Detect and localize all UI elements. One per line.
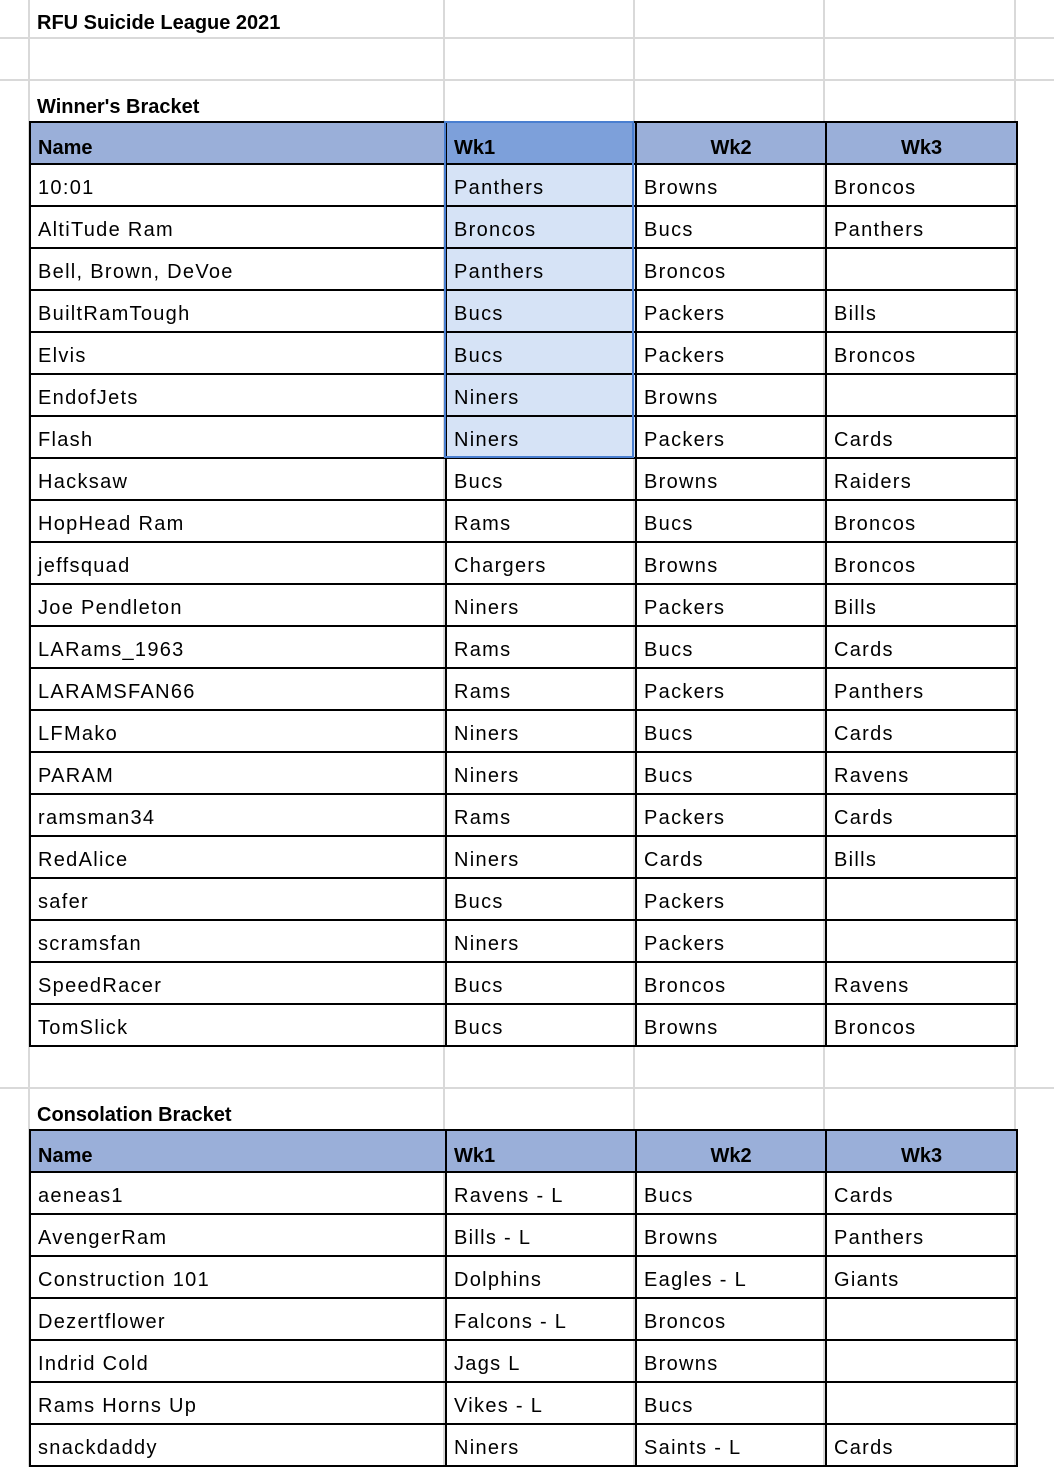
cell-name[interactable]: AvengerRam — [30, 1214, 446, 1256]
cell-wk1[interactable]: Falcons - L — [446, 1298, 636, 1340]
cell-name[interactable]: Joe Pendleton — [30, 584, 446, 626]
column-header-wk2[interactable]: Wk2 — [636, 1130, 826, 1172]
cell-wk2[interactable]: Browns — [636, 1214, 826, 1256]
gridline — [0, 1087, 1054, 1089]
cell-wk3[interactable]: Ravens — [826, 962, 1017, 1004]
cell-wk1[interactable]: Rams — [446, 668, 636, 710]
cell-wk2[interactable]: Browns — [636, 458, 826, 500]
table-row — [30, 1214, 1017, 1256]
table-row — [30, 332, 1017, 374]
cell-wk2[interactable]: Browns — [636, 542, 826, 584]
cell-wk2[interactable]: Packers — [636, 878, 826, 920]
cell-name[interactable]: RedAlice — [30, 836, 446, 878]
cell-wk3[interactable] — [826, 1340, 1017, 1382]
cell-name[interactable]: LARams_1963 — [30, 626, 446, 668]
header-row — [30, 1130, 1017, 1172]
cell-wk2[interactable]: Packers — [636, 794, 826, 836]
column-header-wk1[interactable]: Wk1 — [446, 122, 636, 164]
cell-wk3[interactable]: Giants — [826, 1256, 1017, 1298]
cell-wk3[interactable] — [826, 878, 1017, 920]
cell-name[interactable]: BuiltRamTough — [30, 290, 446, 332]
table-row — [30, 1298, 1017, 1340]
cell-wk3[interactable] — [826, 920, 1017, 962]
cell-wk3[interactable]: Broncos — [826, 1004, 1017, 1046]
cell-wk2[interactable]: Bucs — [636, 1382, 826, 1424]
table-row — [30, 710, 1017, 752]
cell-name[interactable]: LFMako — [30, 710, 446, 752]
cell-wk3[interactable]: Panthers — [826, 206, 1017, 248]
cell-wk3[interactable] — [826, 1382, 1017, 1424]
cell-wk3[interactable]: Bills — [826, 290, 1017, 332]
cell-wk3[interactable]: Broncos — [826, 332, 1017, 374]
cell-wk1[interactable]: Niners — [446, 416, 636, 458]
cell-wk3[interactable]: Cards — [826, 1172, 1017, 1214]
cell-wk1[interactable]: Niners — [446, 836, 636, 878]
cell-wk2[interactable]: Packers — [636, 416, 826, 458]
table-row — [30, 1424, 1017, 1466]
cell-wk2[interactable]: Packers — [636, 668, 826, 710]
cell-wk3[interactable]: Broncos — [826, 164, 1017, 206]
column-header-name[interactable]: Name — [30, 122, 446, 164]
cell-wk3[interactable] — [826, 248, 1017, 290]
cell-name[interactable]: Rams Horns Up — [30, 1382, 446, 1424]
table-row — [30, 206, 1017, 248]
table-row — [30, 920, 1017, 962]
cell-wk3[interactable]: Raiders — [826, 458, 1017, 500]
column-header-wk1[interactable]: Wk1 — [446, 1130, 636, 1172]
table-row — [30, 290, 1017, 332]
cell-name[interactable]: HopHead Ram — [30, 500, 446, 542]
table-row — [30, 416, 1017, 458]
consolation-bracket-heading[interactable]: Consolation Bracket — [37, 1104, 232, 1126]
cell-wk3[interactable]: Broncos — [826, 500, 1017, 542]
cell-name[interactable]: Bell, Brown, DeVoe — [30, 248, 446, 290]
table-row — [30, 374, 1017, 416]
cell-name[interactable]: Construction 101 — [30, 1256, 446, 1298]
cell-wk1[interactable]: Bucs — [446, 1004, 636, 1046]
cell-wk2[interactable]: Browns — [636, 164, 826, 206]
table-row — [30, 248, 1017, 290]
cell-name[interactable]: aeneas1 — [30, 1172, 446, 1214]
cell-wk2[interactable]: Cards — [636, 836, 826, 878]
cell-wk1[interactable]: Niners — [446, 920, 636, 962]
cell-wk1[interactable]: Panthers — [446, 248, 636, 290]
column-header-wk3[interactable]: Wk3 — [826, 1130, 1017, 1172]
cell-wk3[interactable] — [826, 374, 1017, 416]
header-row — [30, 122, 1017, 164]
cell-name[interactable]: ramsman34 — [30, 794, 446, 836]
cell-name[interactable]: Dezertflower — [30, 1298, 446, 1340]
cell-wk2[interactable]: Browns — [636, 374, 826, 416]
cell-name[interactable]: 10:01 — [30, 164, 446, 206]
table-row — [30, 878, 1017, 920]
table-row — [30, 752, 1017, 794]
table-row — [30, 794, 1017, 836]
column-header-wk2[interactable]: Wk2 — [636, 122, 826, 164]
cell-name[interactable]: TomSlick — [30, 1004, 446, 1046]
cell-wk1[interactable]: Niners — [446, 752, 636, 794]
table-row — [30, 668, 1017, 710]
cell-wk1[interactable]: Bucs — [446, 962, 636, 1004]
cell-name[interactable]: SpeedRacer — [30, 962, 446, 1004]
column-header-wk3[interactable]: Wk3 — [826, 122, 1017, 164]
cell-wk1[interactable]: Niners — [446, 710, 636, 752]
cell-wk1[interactable]: Panthers — [446, 164, 636, 206]
cell-wk3[interactable]: Cards — [826, 1424, 1017, 1466]
cell-name[interactable]: PARAM — [30, 752, 446, 794]
cell-wk1[interactable]: Rams — [446, 500, 636, 542]
cell-wk1[interactable]: Rams — [446, 794, 636, 836]
table-row — [30, 1256, 1017, 1298]
cell-wk3[interactable]: Panthers — [826, 1214, 1017, 1256]
cell-wk2[interactable]: Broncos — [636, 962, 826, 1004]
winners-bracket-table — [29, 121, 1018, 1047]
cell-wk2[interactable]: Packers — [636, 584, 826, 626]
table-row — [30, 584, 1017, 626]
cell-wk2[interactable]: Packers — [636, 920, 826, 962]
cell-name[interactable]: snackdaddy — [30, 1424, 446, 1466]
cell-wk2[interactable]: Eagles - L — [636, 1256, 826, 1298]
table-row — [30, 500, 1017, 542]
table-row — [30, 626, 1017, 668]
cell-wk1[interactable]: Dolphins — [446, 1256, 636, 1298]
table-row — [30, 1004, 1017, 1046]
cell-wk1[interactable]: Rams — [446, 626, 636, 668]
cell-wk1[interactable]: Bucs — [446, 290, 636, 332]
cell-wk2[interactable]: Saints - L — [636, 1424, 826, 1466]
cell-wk3[interactable]: Cards — [826, 416, 1017, 458]
cell-wk2[interactable]: Browns — [636, 1340, 826, 1382]
gridline — [0, 79, 1054, 81]
cell-wk2[interactable]: Bucs — [636, 1172, 826, 1214]
cell-wk3[interactable]: Bills — [826, 584, 1017, 626]
cell-wk1[interactable]: Niners — [446, 584, 636, 626]
cell-name[interactable]: Elvis — [30, 332, 446, 374]
cell-wk2[interactable]: Browns — [636, 1004, 826, 1046]
table-row — [30, 836, 1017, 878]
cell-wk1[interactable]: Niners — [446, 1424, 636, 1466]
cell-name[interactable]: Hacksaw — [30, 458, 446, 500]
cell-wk3[interactable]: Panthers — [826, 668, 1017, 710]
table-row — [30, 164, 1017, 206]
cell-wk3[interactable]: Cards — [826, 710, 1017, 752]
cell-wk2[interactable]: Packers — [636, 290, 826, 332]
cell-wk2[interactable]: Bucs — [636, 710, 826, 752]
cell-wk1[interactable]: Chargers — [446, 542, 636, 584]
cell-wk2[interactable]: Bucs — [636, 626, 826, 668]
cell-wk2[interactable]: Bucs — [636, 206, 826, 248]
cell-wk2[interactable]: Bucs — [636, 752, 826, 794]
cell-wk3[interactable]: Bills — [826, 836, 1017, 878]
cell-wk1[interactable]: Bucs — [446, 458, 636, 500]
cell-wk3[interactable]: Ravens — [826, 752, 1017, 794]
cell-wk1[interactable]: Vikes - L — [446, 1382, 636, 1424]
cell-wk3[interactable]: Broncos — [826, 542, 1017, 584]
column-header-name[interactable]: Name — [30, 1130, 446, 1172]
cell-wk1[interactable]: Jags L — [446, 1340, 636, 1382]
table-row — [30, 1382, 1017, 1424]
cell-wk1[interactable]: Bucs — [446, 878, 636, 920]
cell-wk2[interactable]: Broncos — [636, 248, 826, 290]
cell-wk1[interactable]: Bills - L — [446, 1214, 636, 1256]
table-row — [30, 458, 1017, 500]
cell-wk3[interactable] — [826, 1298, 1017, 1340]
cell-name[interactable]: scramsfan — [30, 920, 446, 962]
table-row — [30, 1340, 1017, 1382]
table-row — [30, 962, 1017, 1004]
winners-bracket-heading[interactable]: Winner's Bracket — [37, 96, 200, 118]
cell-name[interactable]: AltiTude Ram — [30, 206, 446, 248]
cell-wk1[interactable]: Ravens - L — [446, 1172, 636, 1214]
cell-name[interactable]: Flash — [30, 416, 446, 458]
cell-wk2[interactable]: Bucs — [636, 500, 826, 542]
cell-wk3[interactable]: Cards — [826, 794, 1017, 836]
cell-name[interactable]: Indrid Cold — [30, 1340, 446, 1382]
cell-wk2[interactable]: Broncos — [636, 1298, 826, 1340]
table-row — [30, 542, 1017, 584]
cell-wk1[interactable]: Niners — [446, 374, 636, 416]
sheet-title[interactable]: RFU Suicide League 2021 — [37, 12, 281, 34]
cell-wk3[interactable]: Cards — [826, 626, 1017, 668]
cell-name[interactable]: jeffsquad — [30, 542, 446, 584]
cell-name[interactable]: EndofJets — [30, 374, 446, 416]
consolation-bracket-table — [29, 1129, 1018, 1467]
cell-wk1[interactable]: Broncos — [446, 206, 636, 248]
table-row — [30, 1172, 1017, 1214]
cell-name[interactable]: LARAMSFAN66 — [30, 668, 446, 710]
cell-wk2[interactable]: Packers — [636, 332, 826, 374]
cell-name[interactable]: safer — [30, 878, 446, 920]
cell-wk1[interactable]: Bucs — [446, 332, 636, 374]
